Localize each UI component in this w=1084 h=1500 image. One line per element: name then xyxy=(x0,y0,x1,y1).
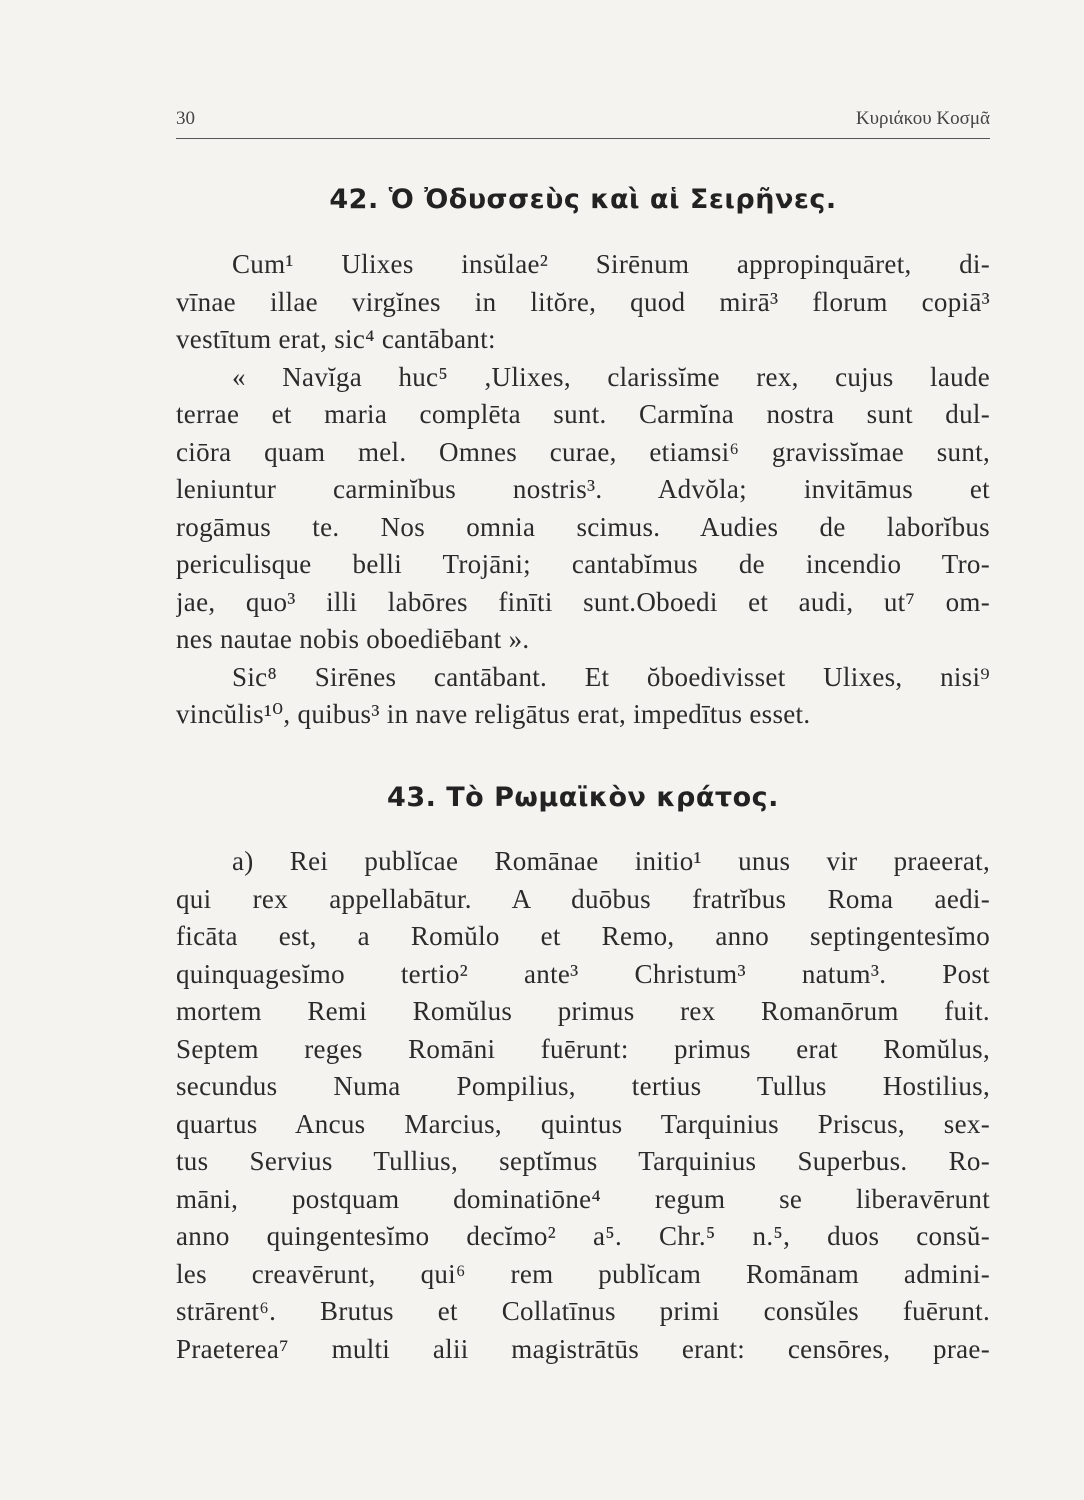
text-line: tus Servius Tullius, septĭmus Tarquinius Superbus. Ro- xyxy=(176,1146,990,1176)
text-line: jae, quo³ illi labōres finīti sunt.Oboedi et audi, ut⁷ om- xyxy=(176,586,990,617)
text-line: strārent⁶. Brutus et Collatīnus primi consŭles fuērunt. xyxy=(176,1296,990,1326)
text-line: anno quingentesĭmo decĭmo² a⁵. Chr.⁵ n.⁵, duos consŭ- xyxy=(176,1221,990,1251)
page-number: 30 xyxy=(176,108,195,129)
text-line: Sic⁸ Sirēnes cantābant. Et ŏboedivisset Ulixes, nisi⁹ xyxy=(232,661,990,692)
text-line: rogāmus te. Nos omnia scimus. Audies de laborĭbus xyxy=(176,511,990,542)
text-line: ciōra quam mel. Omnes curae, etiamsi⁶ gravissĭmae sunt, xyxy=(176,436,990,467)
text-line: les creavērunt, qui⁶ rem publĭcam Romānam admini- xyxy=(176,1258,990,1289)
text-line: māni, postquam dominatiōne⁴ regum se liberavērunt xyxy=(176,1183,990,1214)
text-line: leniuntur carminĭbus nostris³. Advŏla; invitāmus et xyxy=(176,474,990,504)
text-line: Cum¹ Ulixes insŭlae² Sirēnum appropinquāret, di- xyxy=(232,249,990,279)
section-body-43 xyxy=(176,843,990,1368)
text-line: qui rex appellabātur. A duōbus fratrĭbus Roma aedi- xyxy=(176,883,990,914)
header-rule xyxy=(176,138,990,139)
running-title: Κυριάκου Κοσμᾶ xyxy=(855,108,990,129)
text-line: « Navĭga huc⁵ ,Ulixes, clarissĭme rex, cujus laude xyxy=(232,361,990,392)
text-line: terrae et maria complēta sunt. Carmĭna nostra sunt dul- xyxy=(176,399,990,429)
text-line: periculisque belli Trojāni; cantabĭmus de incendio Tro- xyxy=(176,549,990,579)
text-line: secundus Numa Pompilius, tertius Tullus Hostilius, xyxy=(176,1071,990,1101)
text-line: vīnae illae virgĭnes in litŏre, quod mirā³ florum copiā³ xyxy=(176,286,990,317)
section-body-42 xyxy=(176,246,990,734)
text-line: vincŭlis¹⁰, quibus³ in nave religātus erat, impedītus esset. xyxy=(176,699,811,729)
text-line: ficāta est, a Romŭlo et Remo, anno septingentesĭmo xyxy=(176,921,990,951)
running-head xyxy=(176,108,990,130)
text-line: quinquagesĭmo tertio² ante³ Christum³ natum³. Post xyxy=(176,958,990,989)
section-title-43: 43. Τὸ Ρωμαϊκὸν κράτος. xyxy=(387,782,779,813)
text-line: mortem Remi Romŭlus primus rex Romanōrum fuit. xyxy=(176,996,990,1026)
section-title-42: 42. Ὁ Ὀδυσσεὺς καὶ αἱ Σειρῆνες. xyxy=(329,184,837,215)
text-line: vestītum erat, sic⁴ cantābant: xyxy=(176,324,496,354)
text-line: nes nautae nobis oboediēbant ». xyxy=(176,624,530,654)
text-line: quartus Ancus Marcius, quintus Tarquinius Priscus, sex- xyxy=(176,1108,990,1139)
text-line: Septem reges Romāni fuērunt: primus erat Romŭlus, xyxy=(176,1033,990,1064)
text-line: a) Rei publĭcae Romānae initio¹ unus vir praeerat, xyxy=(232,846,990,876)
text-line: Praeterea⁷ multi alii magistrātūs erant: censōres, prae- xyxy=(176,1333,990,1364)
